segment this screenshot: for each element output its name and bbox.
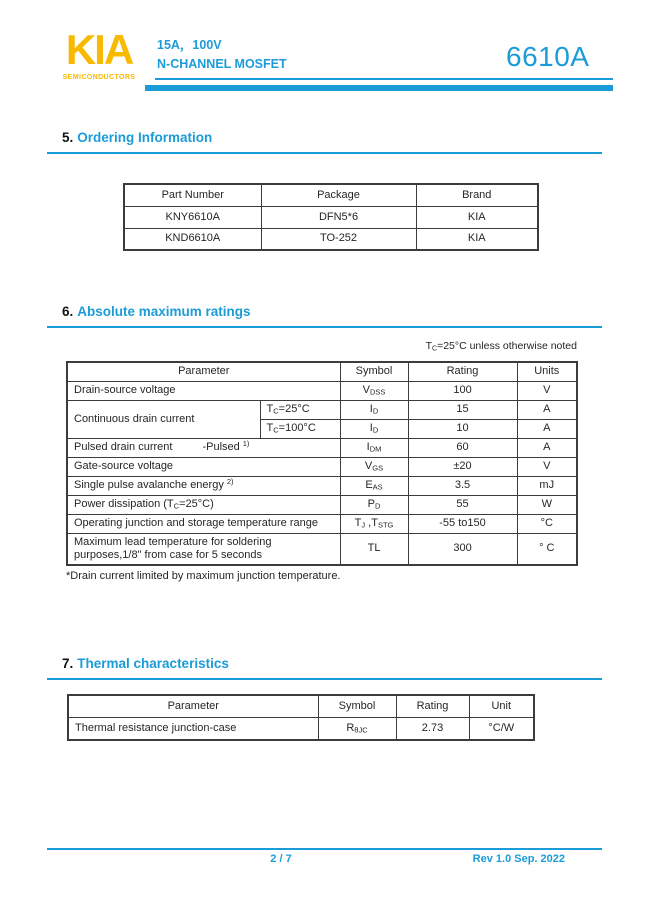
cell-condition: $T_C=100^\circ C$ [260, 419, 340, 438]
table-row [67, 514, 577, 533]
cell-units: V [517, 381, 577, 400]
header-rule-thick [145, 85, 613, 91]
table-row [124, 206, 538, 228]
cell-symbol: $E_{AS}$ [340, 476, 408, 495]
section-thermal-characteristics [47, 655, 602, 680]
table-row [67, 495, 577, 514]
spec-line-current-voltage: 15A，100V [157, 38, 222, 52]
col-header-rating: Rating [396, 695, 469, 717]
cell-units: ° C [517, 533, 577, 565]
cell-rating: 10 [408, 419, 517, 438]
cell-parameter: Drain-source voltage [67, 381, 340, 400]
cell-rating: 3.5 [408, 476, 517, 495]
table-row [124, 228, 538, 250]
cell-part-number: KNY6610A [124, 206, 261, 228]
cell-units: mJ [517, 476, 577, 495]
cell-rating: -55 to150 [408, 514, 517, 533]
cell-parameter: Gate-source voltage [67, 457, 340, 476]
ordering-table [123, 183, 539, 251]
part-number-title: 6610A [506, 41, 590, 72]
cell-rating: 100 [408, 381, 517, 400]
cell-package: DFN5*6 [261, 206, 416, 228]
cell-rating: 55 [408, 495, 517, 514]
col-header-unit: Unit [469, 695, 534, 717]
revision-label: Rev 1.0 Sep. 2022 [472, 853, 565, 865]
note-text: T [425, 340, 433, 352]
cell-symbol: TL [340, 533, 408, 565]
table-row [67, 381, 577, 400]
section-number: 5. [62, 130, 74, 145]
note-subscript: C [432, 345, 438, 353]
cell-symbol: $T_J$ $,T_{STG}$ [340, 514, 408, 533]
cell-symbol: $P_D$ [340, 495, 408, 514]
logo-text: KIA [65, 26, 133, 73]
section-absolute-maximum-ratings [47, 303, 602, 328]
spec-line-device-type: N-CHANNEL MOSFET [157, 57, 287, 71]
col-header-units: Units [517, 362, 577, 381]
thermal-characteristics-table [67, 694, 535, 741]
cell-rating: 60 [408, 438, 517, 457]
section-title: Thermal characteristics [77, 656, 229, 671]
kia-logo [56, 26, 142, 81]
cell-rating: 2.73 [396, 717, 469, 740]
col-header-brand: Brand [416, 184, 538, 206]
table-row [67, 533, 577, 565]
section-ordering-information [47, 129, 602, 154]
col-header-parameter: Parameter [68, 695, 318, 717]
table-row [67, 476, 577, 495]
drain-current-footnote: *Drain current limited by maximum junction temperature. [66, 570, 341, 582]
header-rule-thin [155, 78, 613, 80]
cell-condition: $T_C=25^\circ C$ [260, 400, 340, 419]
section-number: 7. [62, 656, 74, 671]
ordering-header-row [124, 184, 538, 206]
cell-symbol: $I_D$ [340, 419, 408, 438]
cell-units: A [517, 419, 577, 438]
cell-unit: °C/W [469, 717, 534, 740]
cell-units: V [517, 457, 577, 476]
cell-units: A [517, 400, 577, 419]
section-title: Ordering Information [77, 130, 213, 145]
col-header-symbol: Symbol [318, 695, 396, 717]
col-header-parameter: Parameter [67, 362, 340, 381]
cell-parameter: Operating junction and storage temperature range [67, 514, 340, 533]
cell-parameter: Single pulse avalanche energy $^{2)}$ [67, 476, 340, 495]
table-row [67, 438, 577, 457]
cell-parameter: Power dissipation $(T_C=25^\circ C)$ [67, 495, 340, 514]
cell-parameter: Pulsed drain current -Pulsed $^{1)}$ [67, 438, 340, 457]
cell-symbol: $I_D$ [340, 400, 408, 419]
absolute-maximum-ratings-table [66, 361, 578, 566]
table-row [67, 400, 577, 419]
cell-rating: ±20 [408, 457, 517, 476]
test-condition-note [426, 340, 577, 353]
cell-brand: KIA [416, 206, 538, 228]
cell-parameter: Continuous drain current [67, 400, 260, 438]
device-spec [157, 36, 287, 74]
col-header-rating: Rating [408, 362, 517, 381]
cell-parameter: Maximum lead temperature for soldering purposes,1/8" from case for 5 seconds [67, 533, 340, 565]
note-text: =25°C unless otherwise noted [437, 340, 577, 352]
cell-units: A [517, 438, 577, 457]
page-indicator: 2 / 7 [270, 853, 292, 865]
section-number: 6. [62, 304, 74, 319]
thermal-header-row [68, 695, 534, 717]
cell-rating: 15 [408, 400, 517, 419]
cell-symbol: $V_{GS}$ [340, 457, 408, 476]
cell-units: °C [517, 514, 577, 533]
col-header-symbol: Symbol [340, 362, 408, 381]
cell-symbol: $I_{DM}$ [340, 438, 408, 457]
col-header-package: Package [261, 184, 416, 206]
cell-rating: 300 [408, 533, 517, 565]
cell-part-number: KND6610A [124, 228, 261, 250]
cell-symbol: $R_{\theta JC}$ [318, 717, 396, 740]
abs-header-row [67, 362, 577, 381]
logo-subtext: SEMICONDUCTORS [62, 73, 136, 81]
col-header-part-number: Part Number [124, 184, 261, 206]
cell-package: TO-252 [261, 228, 416, 250]
cell-brand: KIA [416, 228, 538, 250]
table-row [67, 457, 577, 476]
footer-rule [47, 848, 602, 850]
cell-units: W [517, 495, 577, 514]
section-title: Absolute maximum ratings [77, 304, 251, 319]
cell-parameter: Thermal resistance junction-case [68, 717, 318, 740]
table-row [68, 717, 534, 740]
cell-symbol: $V_{DSS}$ [340, 381, 408, 400]
